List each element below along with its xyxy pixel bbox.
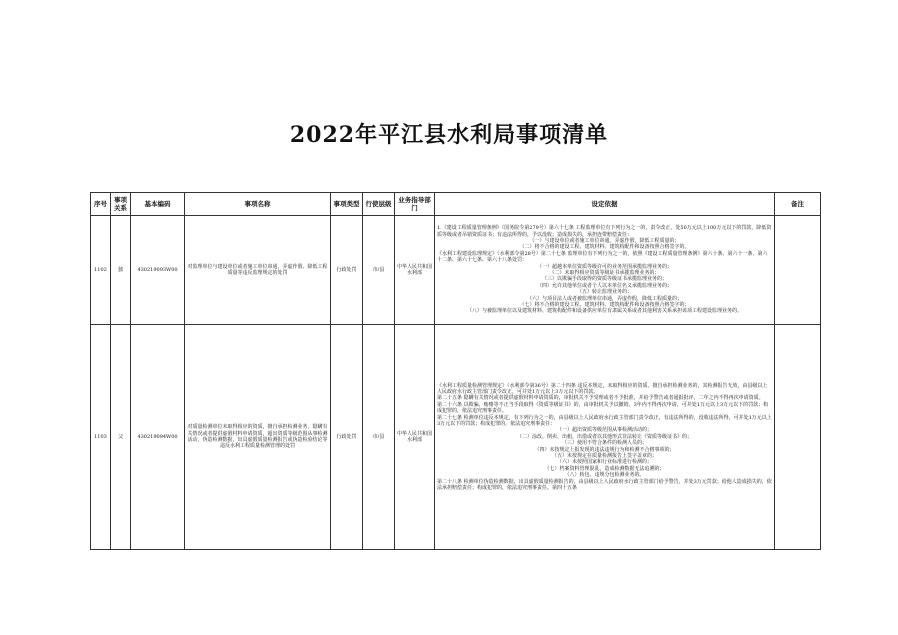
row-relation: 独	[111, 216, 131, 325]
row-type: 行政处罚	[331, 216, 363, 325]
basis-line: （四）未按规定上报发现的违法违规行为和检测不合格事项的；	[534, 446, 675, 453]
basis-line: （二）未取得相应资质等级证书承揽监理业务的；	[549, 270, 660, 276]
basis-line: （二）将不合格的建设工程、建筑材料、建筑构配件和设备按照合格签字的。	[519, 244, 690, 251]
row-name: 对质量检测单位未取得相应的资质，擅自承担检测业务，隐瞒有关情况或者提供虚假材料申请资质，超出资质等级范围从事检测活动，伪造检测数据，出具虚假质量检测报告或伪造检验结论等违反水利工程质量检测管理的处罚	[185, 325, 331, 550]
row-type: 行政处罚	[331, 325, 363, 550]
row-index: 1102	[91, 216, 111, 325]
basis-line: 《水利工程质量检测管理规定》（水利部令第36号）第二十四条 违反本规定，未取得相应的资质，擅自承担检测业务的，其检测报告无效，由县级以上人民政府水行政主管部门责令改正，可并处1万元以上3万元以下的罚款。	[437, 382, 768, 395]
header-relation: 事项关系	[111, 193, 131, 216]
basis-line: （一）与建设单位或者施工单位串通，弄虚作假，降低工程质量的；	[529, 237, 680, 244]
row-relation: 父	[111, 325, 131, 550]
row-name: 对监理单位与建设单位或者施工单位串通，弄虚作假、降低工程质量等违反监理规定的处罚	[185, 216, 331, 325]
row-level: 市/县	[363, 216, 395, 325]
table-row	[91, 325, 821, 550]
basis-line: （六）与项目法人或者被监理单位串通，弄虚作假，降低工程质量的；	[526, 295, 682, 302]
basis-line: （一）超出资质等级范围从事检测活动的；	[556, 427, 652, 434]
row-code: 430219093W00	[131, 216, 185, 325]
basis-line: （三）使用不符合条件的检测人员的；	[561, 440, 647, 447]
document-title: 2022年平江县水利局事项清单	[289, 122, 609, 148]
basis-line: （七）档案资料管理混乱，造成检测数据无法追溯的；	[544, 465, 665, 472]
basis-line: （二）涂改、倒卖、出租、出借或者以其他形式非法转让《资质等级证书》的；	[516, 433, 692, 440]
table-header-row	[91, 193, 821, 216]
row-basis	[435, 216, 775, 325]
basis-line: 第二十七条 检测单位违反本规定，有下列行为之一的，由县级以上人民政府水行政主管部门责令改正，有违法所得的，没收违法所得，可并处1万元以上3万元以下的罚款；构成犯罪的，依法追究刑事责任：	[437, 414, 772, 427]
row-level: 市/县	[363, 325, 395, 550]
table-row	[91, 216, 821, 325]
header-name: 事项名称	[185, 193, 331, 216]
basis-line: （一）超越本单位资质等级许可的业务范围承揽监理业务的；	[536, 263, 672, 270]
header-code: 基本编码	[131, 193, 185, 216]
basis-line: 第二十六条 以欺骗、贿赂等不正当手段取得《资质等级证书》的，由审批机关予以撤销，3年内不得再次申请，可并处1万元以上3万元以下的罚款；构成犯罪的，依法追究刑事责任。	[437, 401, 769, 415]
header-index: 序号	[91, 193, 111, 216]
row-dept: 中华人民共和国水利部	[395, 325, 435, 550]
basis-line: （七）将不合格的建设工程、建筑材料、建筑构配件和设备按照合格签字的；	[519, 302, 690, 309]
basis-line: （八）与被监理单位以及建筑材料、建筑构配件和设备供应单位有隶属关系或者其他利害关系承担该项工程建设监理业务的。	[466, 308, 742, 315]
items-table	[90, 192, 821, 550]
basis-line: 1.《建设工程质量管理条例》（国务院令第279号）第六十七条 工程监理单位有下列行为之一的，责令改正，处50万元以上100万元以下的罚款，降低资质等级或者吊销资质证书；有违法所得的，予以没收；造成损失的，承担连带赔偿责任：	[437, 225, 772, 238]
header-type: 事项类型	[331, 193, 363, 216]
basis-line: 《水利工程建设监理规定》（水利部令第28号）第二十七条 监理单位有下列行为之一的，依照《建设工程质量管理条例》第六十条、第六十一条、第六十二条、第六十七条、第六十八条处罚：	[437, 250, 768, 264]
row-index: 1103	[91, 325, 111, 550]
basis-line: （五）未按规定在质量检测报告上签字盖章的；	[551, 453, 657, 460]
basis-line: （八）转包、违规分包检测业务的。	[564, 472, 645, 479]
basis-line: 第二十五条 隐瞒有关情况或者提供虚假材料申请资质的，审批机关不予受理或者不予批准，并给予警告或者通报批评，二年之内不得再次申请资质。	[437, 395, 764, 402]
basis-line: 第二十八条 检测单位伪造检测数据，出具虚假质量检测报告的，由县级以上人民政府水行政主管部门给予警告，并处3万元罚款；给他人造成损失的，依法承担赔偿责任；构成犯罪的，依法追究刑事责任。第四十五条	[437, 478, 772, 492]
row-remark	[775, 216, 821, 325]
header-remark: 备注	[775, 193, 821, 216]
basis-line: （四）允许其他单位或者个人以本单位名义承揽监理业务的；	[536, 282, 672, 289]
basis-line: （三）以欺骗手段取得的资质等级证书承揽监理业务的；	[541, 276, 667, 283]
basis-line: （五）转让监理业务的；	[576, 289, 632, 296]
header-dept: 业务指导部门	[395, 193, 435, 216]
row-remark	[775, 325, 821, 550]
row-code: 430219094W00	[131, 325, 185, 550]
row-dept: 中华人民共和国水利部	[395, 216, 435, 325]
header-level: 行使层级	[363, 193, 395, 216]
basis-line: （六）未按照国家和行业标准进行检测的；	[556, 459, 652, 466]
row-basis	[435, 325, 775, 550]
header-basis: 设定依据	[435, 193, 775, 216]
